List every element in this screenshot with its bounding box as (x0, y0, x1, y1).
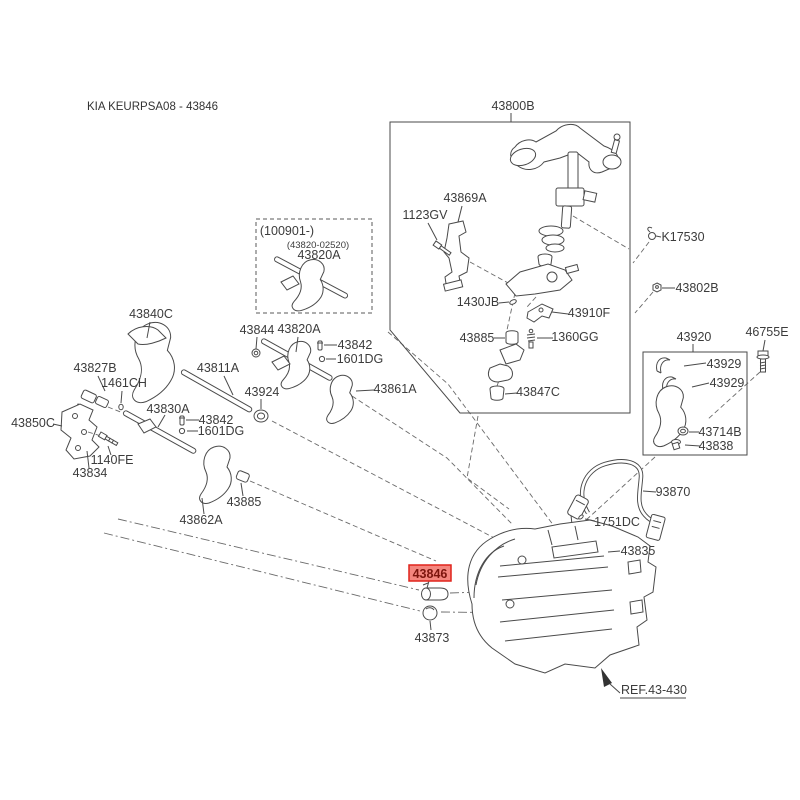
part-label-43924[interactable]: 43924 (244, 385, 280, 399)
part-label-43827b[interactable]: 43827B (73, 361, 117, 375)
spring-1360GG-drawing (527, 329, 535, 348)
part-label-1601dg-b[interactable]: 1601DG (197, 424, 245, 438)
bolt-43802B-drawing (653, 283, 661, 292)
part-label-46755e[interactable]: 46755E (745, 325, 789, 339)
transmission-case-drawing (468, 520, 656, 673)
part-label-43847c[interactable]: 43847C (516, 385, 560, 399)
part-label-43929-b[interactable]: 43929 (709, 376, 745, 390)
part-label-43885-box[interactable]: 43885 (459, 331, 495, 345)
plug-43846-drawing (422, 583, 449, 600)
shift-lever-assembly-drawing (506, 124, 621, 296)
lever-43910F-drawing (527, 304, 553, 322)
part-label-1751dc[interactable]: 1751DC (594, 515, 640, 529)
part-label-43834[interactable]: 43834 (72, 466, 108, 480)
pin-43838-drawing (672, 440, 681, 450)
fork-43920-drawing (651, 385, 687, 447)
pin-1430JB-drawing (509, 299, 517, 306)
part-label-1430jb[interactable]: 1430JB (456, 295, 500, 309)
part-label-43910f[interactable]: 43910F (567, 306, 611, 320)
part-label-1461ch[interactable]: 1461CH (101, 376, 147, 390)
washer-1601DG-b-drawing (179, 428, 184, 433)
insert-fork-43820A-drawing (274, 256, 349, 313)
part-label-43820a[interactable]: 43820A (277, 322, 321, 336)
pin-43842-a-drawing (317, 341, 323, 350)
bushing-43885-b-drawing (236, 470, 250, 483)
part-label-43820a-insert[interactable]: 43820A (297, 248, 341, 262)
clip-K17530-drawing (648, 227, 656, 239)
clip-43929-a-drawing (657, 358, 670, 373)
part-label-43842-a[interactable]: 43842 (337, 338, 373, 352)
insert-date-label: (100901-) (259, 224, 315, 238)
part-label-1360gg[interactable]: 1360GG (551, 330, 599, 344)
part-label-43714b[interactable]: 43714B (698, 425, 742, 439)
diagram-title: KIA KEURPSA08 - 43846 (87, 101, 219, 113)
pin-1461CH-drawing (119, 404, 123, 410)
washer-1601DG-a-drawing (319, 356, 324, 361)
bracket-43850C-drawing (61, 404, 101, 459)
part-label-1601dg-a[interactable]: 1601DG (336, 352, 384, 366)
part-label-43840c[interactable]: 43840C (129, 307, 173, 321)
part-label-43929-a[interactable]: 43929 (706, 357, 742, 371)
part-label-43844[interactable]: 43844 (239, 323, 275, 337)
reference-label-43-430[interactable]: REF.43-430 (621, 683, 688, 697)
highlighted-part-label-43846[interactable] (409, 565, 451, 581)
rail-43811A-drawing (181, 369, 253, 413)
rail-43830A-drawing (123, 410, 197, 454)
part-label-43920[interactable]: 43920 (676, 330, 712, 344)
part-label-43842-b[interactable]: 43842 (198, 413, 234, 427)
part-label-1140fe[interactable]: 1140FE (90, 453, 134, 467)
part-label-43869a[interactable]: 43869A (443, 191, 487, 205)
part-label-43838[interactable]: 43838 (698, 439, 734, 453)
part-label-43811a[interactable]: 43811A (196, 361, 240, 375)
part-label-43800b[interactable]: 43800B (491, 99, 535, 113)
part-label-43802b[interactable]: 43802B (675, 281, 719, 295)
bushing-43885-box-drawing (506, 331, 518, 345)
part-label-43835[interactable]: 43835 (620, 544, 656, 558)
insert-partnumber-label: (43820-02520) (286, 240, 350, 251)
part-label-k17530[interactable]: K17530 (661, 230, 705, 244)
fork-43840C-drawing (128, 321, 177, 403)
ball-43873-drawing (423, 606, 437, 620)
nut-43844-drawing (252, 349, 260, 357)
pin-43842-b-drawing (179, 416, 185, 425)
part-label-43850c[interactable]: 43850C (11, 416, 55, 430)
bolt-1140FE-drawing (99, 432, 119, 446)
ring-43924-drawing (254, 410, 268, 422)
bracket-43869A-drawing (444, 221, 469, 291)
part-label-43846[interactable]: 43846 (412, 567, 448, 581)
part-label-43862a[interactable]: 43862A (179, 513, 223, 527)
part-label-43861a[interactable]: 43861A (373, 382, 417, 396)
part-label-43873[interactable]: 43873 (414, 631, 450, 645)
part-label-1123gv[interactable]: 1123GV (402, 208, 448, 222)
bolt-46755E-drawing (757, 351, 769, 372)
part-label-43830a[interactable]: 43830A (146, 402, 190, 416)
part-label-93870[interactable]: 93870 (655, 485, 691, 499)
fork-43861A-drawing (327, 375, 354, 423)
part-label-43885-b[interactable]: 43885 (226, 495, 262, 509)
bushing-43714B-drawing (678, 427, 688, 435)
